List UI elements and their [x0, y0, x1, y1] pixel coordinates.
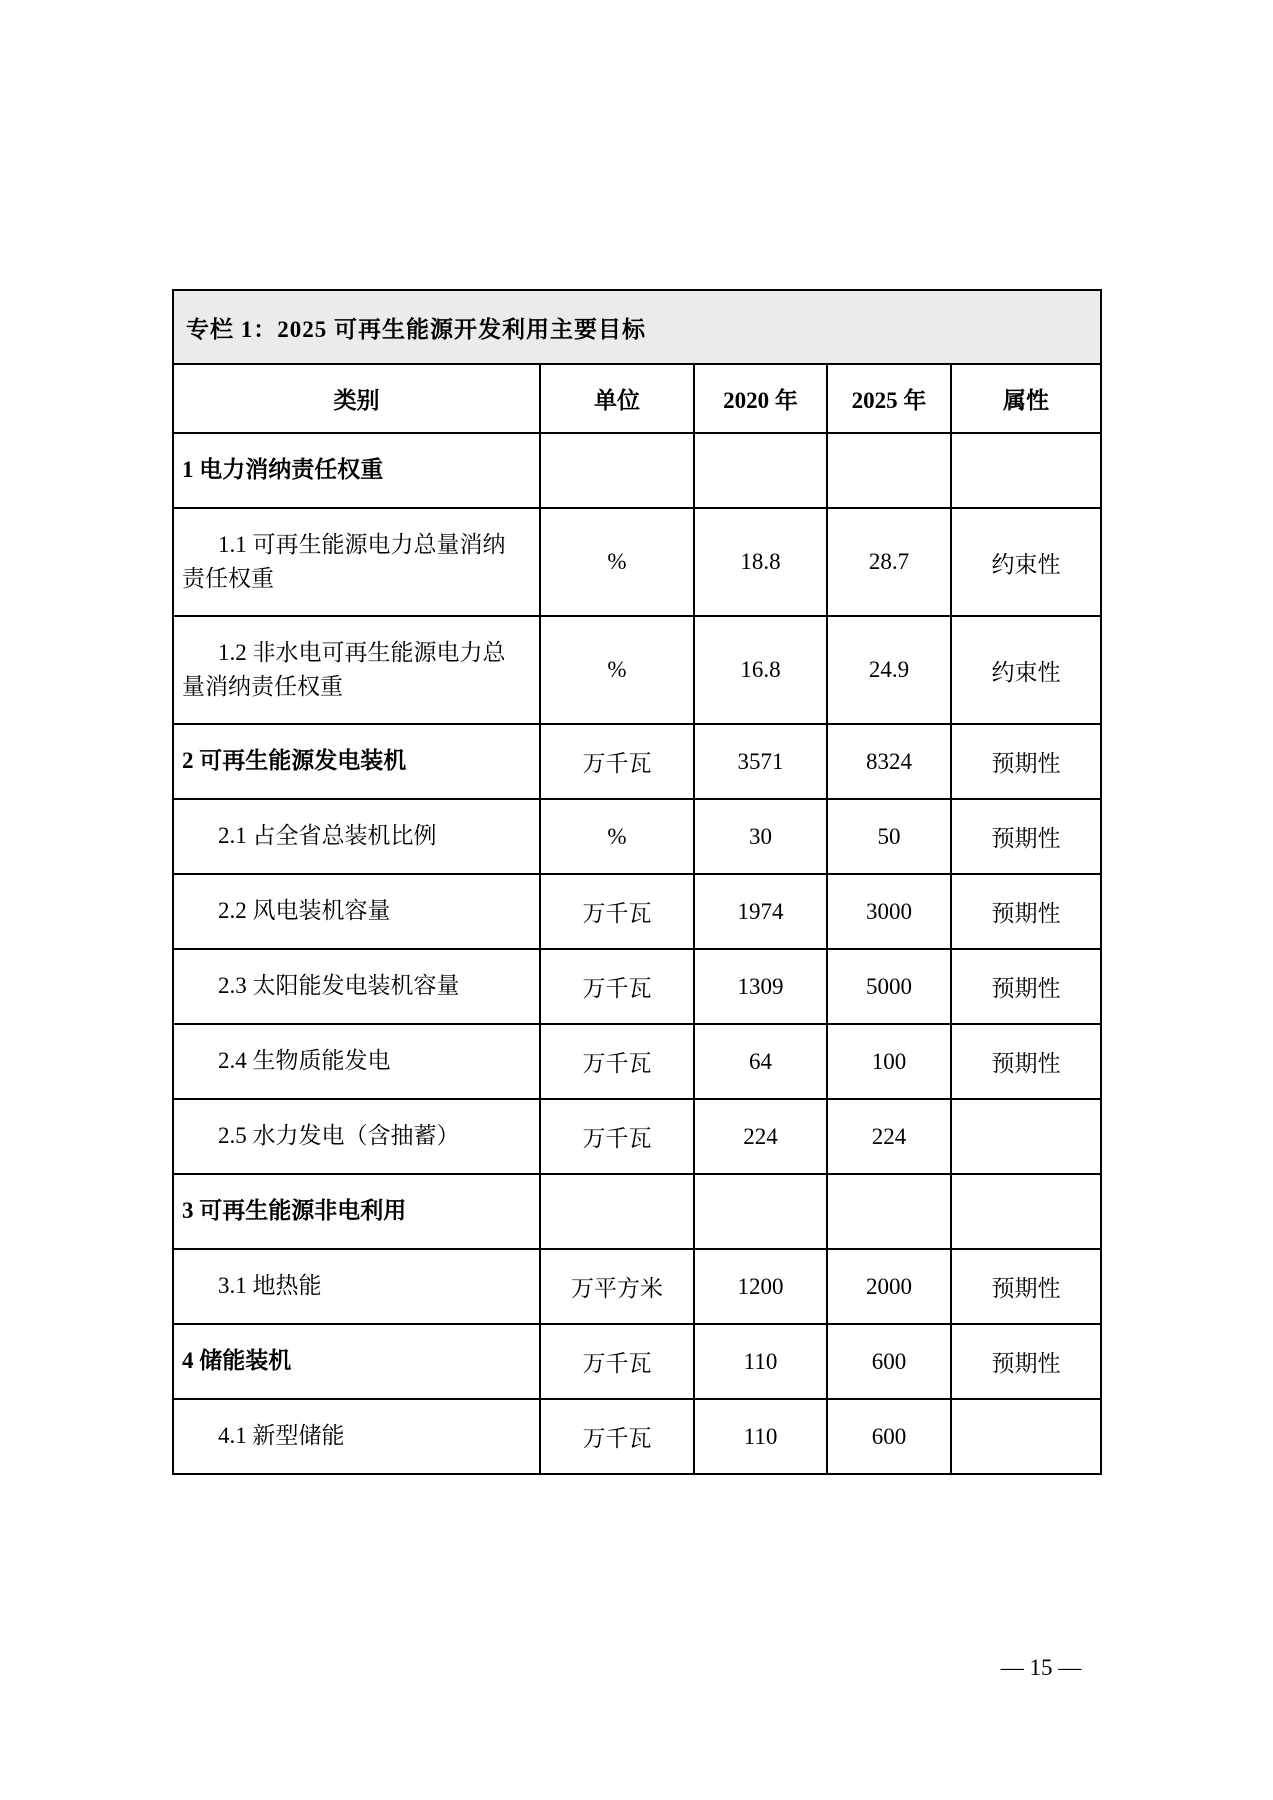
unit-cell: 万平方米 — [540, 1249, 694, 1324]
value-2020-cell — [694, 1174, 827, 1249]
attribute-cell: 预期性 — [951, 1024, 1101, 1099]
value-2020-cell: 224 — [694, 1099, 827, 1174]
attribute-cell — [951, 1399, 1101, 1474]
table-row — [173, 616, 1101, 724]
value-2025-cell — [827, 433, 951, 508]
category-cell — [173, 949, 540, 1024]
value-2025-cell — [827, 1174, 951, 1249]
category-cell — [173, 1249, 540, 1324]
category-cell — [173, 1099, 540, 1174]
category-text: 1.2 非水电可再生能源电力总量消纳责任权重 — [182, 639, 506, 699]
column-header-attribute: 属性 — [951, 364, 1101, 433]
value-2025-cell: 5000 — [827, 949, 951, 1024]
unit-cell: % — [540, 799, 694, 874]
column-header-category: 类别 — [173, 364, 540, 433]
value-2025-cell: 600 — [827, 1324, 951, 1399]
category-cell — [173, 1399, 540, 1474]
table-row — [173, 1249, 1101, 1324]
category-text: 2.1 占全省总装机比例 — [218, 823, 437, 849]
renewable-energy-targets-table — [172, 289, 1102, 1475]
category-text: 2 可再生能源发电装机 — [182, 748, 407, 774]
category-cell — [173, 1024, 540, 1099]
attribute-cell — [951, 1174, 1101, 1249]
category-cell — [173, 874, 540, 949]
table-row — [173, 949, 1101, 1024]
table-header-row — [173, 364, 1101, 433]
attribute-cell: 预期性 — [951, 1249, 1101, 1324]
value-2020-cell: 110 — [694, 1399, 827, 1474]
table-row — [173, 1099, 1101, 1174]
category-text: 2.5 水力发电（含抽蓄） — [218, 1123, 460, 1149]
table-row — [173, 1324, 1101, 1399]
value-2020-cell: 16.8 — [694, 616, 827, 724]
value-2025-cell: 28.7 — [827, 508, 951, 616]
value-2025-cell: 8324 — [827, 724, 951, 799]
category-cell — [173, 799, 540, 874]
value-2020-cell: 1974 — [694, 874, 827, 949]
unit-cell: 万千瓦 — [540, 1324, 694, 1399]
column-header-unit: 单位 — [540, 364, 694, 433]
unit-cell: 万千瓦 — [540, 1024, 694, 1099]
value-2020-cell: 1200 — [694, 1249, 827, 1324]
box-title-row — [173, 290, 1101, 364]
attribute-cell — [951, 1099, 1101, 1174]
category-cell — [173, 616, 540, 724]
value-2020-cell: 64 — [694, 1024, 827, 1099]
unit-cell: 万千瓦 — [540, 1399, 694, 1474]
category-text: 2.2 风电装机容量 — [218, 898, 391, 924]
attribute-cell: 预期性 — [951, 949, 1101, 1024]
attribute-cell — [951, 433, 1101, 508]
value-2020-cell: 1309 — [694, 949, 827, 1024]
value-2025-cell: 3000 — [827, 874, 951, 949]
category-text: 1.1 可再生能源电力总量消纳责任权重 — [182, 531, 506, 591]
attribute-cell: 预期性 — [951, 874, 1101, 949]
category-cell — [173, 508, 540, 616]
unit-cell: 万千瓦 — [540, 949, 694, 1024]
category-text: 3.1 地热能 — [218, 1273, 322, 1299]
category-cell — [173, 1174, 540, 1249]
value-2025-cell: 100 — [827, 1024, 951, 1099]
table-row — [173, 433, 1101, 508]
table-row — [173, 874, 1101, 949]
value-2020-cell: 3571 — [694, 724, 827, 799]
category-cell — [173, 433, 540, 508]
value-2025-cell: 600 — [827, 1399, 951, 1474]
category-text: 2.3 太阳能发电装机容量 — [218, 973, 460, 999]
category-text: 4 储能装机 — [182, 1348, 292, 1374]
value-2025-cell: 50 — [827, 799, 951, 874]
table-body — [173, 433, 1101, 1474]
value-2020-cell: 30 — [694, 799, 827, 874]
attribute-cell: 预期性 — [951, 724, 1101, 799]
unit-cell: 万千瓦 — [540, 874, 694, 949]
attribute-cell: 预期性 — [951, 1324, 1101, 1399]
category-cell — [173, 724, 540, 799]
unit-cell: 万千瓦 — [540, 724, 694, 799]
unit-cell: % — [540, 508, 694, 616]
table-head — [173, 290, 1101, 433]
unit-cell: 万千瓦 — [540, 1099, 694, 1174]
value-2020-cell: 18.8 — [694, 508, 827, 616]
value-2025-cell: 24.9 — [827, 616, 951, 724]
table-row — [173, 799, 1101, 874]
value-2020-cell — [694, 433, 827, 508]
table-row — [173, 508, 1101, 616]
table-row — [173, 1399, 1101, 1474]
table-row — [173, 1174, 1101, 1249]
category-text: 4.1 新型储能 — [218, 1423, 345, 1449]
unit-cell — [540, 1174, 694, 1249]
attribute-cell: 约束性 — [951, 616, 1101, 724]
column-header-year-2020: 2020 年 — [694, 364, 827, 433]
category-text: 3 可再生能源非电利用 — [182, 1198, 407, 1224]
value-2020-cell: 110 — [694, 1324, 827, 1399]
value-2025-cell: 224 — [827, 1099, 951, 1174]
table-row — [173, 1024, 1101, 1099]
unit-cell: % — [540, 616, 694, 724]
category-cell — [173, 1324, 540, 1399]
column-header-year-2025: 2025 年 — [827, 364, 951, 433]
page-number: — 15 — — [1000, 1655, 1082, 1680]
category-text: 2.4 生物质能发电 — [218, 1048, 391, 1074]
table-row — [173, 724, 1101, 799]
box-title: 专栏 1：2025 可再生能源开发利用主要目标 — [173, 290, 1101, 364]
attribute-cell: 约束性 — [951, 508, 1101, 616]
category-text: 1 电力消纳责任权重 — [182, 457, 384, 483]
value-2025-cell: 2000 — [827, 1249, 951, 1324]
attribute-cell: 预期性 — [951, 799, 1101, 874]
unit-cell — [540, 433, 694, 508]
